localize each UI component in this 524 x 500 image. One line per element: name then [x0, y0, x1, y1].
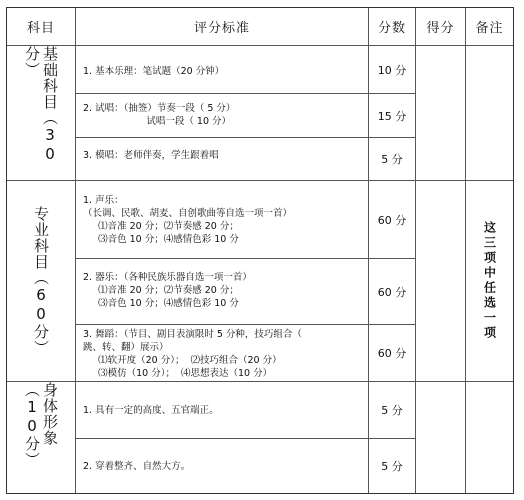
header-remark: 备注: [475, 21, 504, 36]
row-divider: [75, 93, 416, 94]
score-cell: 60 分: [377, 285, 407, 299]
score-cell: 5 分: [381, 153, 403, 166]
remark-professional: [466, 181, 513, 381]
score-cell: 60 分: [377, 213, 407, 227]
column-divider: [415, 8, 416, 493]
row-divider: [75, 258, 416, 259]
header-score: 分数: [377, 21, 406, 36]
row-divider: [75, 137, 416, 138]
header-subject: 科目: [26, 21, 55, 36]
score-cell: 15 分: [377, 109, 407, 123]
column-divider: [75, 8, 76, 493]
category-label: 身体形象（10分）: [23, 382, 59, 468]
row-divider: [75, 438, 416, 439]
criteria-cell: 2. 器乐：（各种民族乐器自选一项一首） ⑴音准 20 分；⑵节奏感 20 分； ⑶音色 10 分；⑷感情色彩 10 分: [83, 272, 252, 309]
score-cell: 5 分: [381, 460, 403, 473]
category-label: 基础科目（30分）: [23, 46, 59, 164]
header-earned: 得分: [426, 21, 455, 36]
category-label: 专业科目（60分）: [32, 206, 50, 356]
criteria-cell: 1. 基本乐理：笔试题（20 分钟）: [83, 66, 225, 77]
row-divider: [7, 180, 513, 181]
score-cell: 60 分: [377, 347, 407, 360]
criteria-cell: 1. 具有一定的高度、五官端正。: [83, 405, 219, 416]
category-physical: [7, 382, 75, 493]
criteria-cell: 3. 模唱：老师伴奏，学生跟着唱: [83, 150, 219, 161]
category-professional: [7, 181, 75, 381]
row-divider: [75, 324, 416, 325]
category-basic: [7, 46, 75, 180]
criteria-cell: 1. 声乐： （长调、民歌、胡麦、自创歌曲等自选一项一首） ⑴音准 20 分；⑵节奏感 20 分； ⑶音色 10 分；⑷感情色彩 10 分: [83, 195, 293, 245]
criteria-cell: 2. 试唱：（抽签）节奏一段（ 5 分） 试唱一段（ 10 分）: [83, 103, 236, 127]
score-cell: 10 分: [377, 63, 407, 77]
row-divider: [7, 381, 513, 382]
criteria-cell: 2. 穿着整齐、自然大方。: [83, 461, 191, 472]
criteria-cell: 3. 舞蹈：（节目、剧目表演限时 5 分种，技巧组合（ 跳、转、翻）展示） ⑴软开度（20 分）； ⑵技巧组合（20 分） ⑶模仿（10 分）； ⑷思想表达（10 分）: [83, 329, 302, 379]
remark-label: 这三项中任选一项: [482, 221, 497, 341]
row-divider: [7, 45, 513, 46]
score-cell: 5 分: [381, 404, 403, 417]
scoring-table: [6, 7, 514, 494]
header-criteria: 评分标准: [193, 21, 250, 36]
